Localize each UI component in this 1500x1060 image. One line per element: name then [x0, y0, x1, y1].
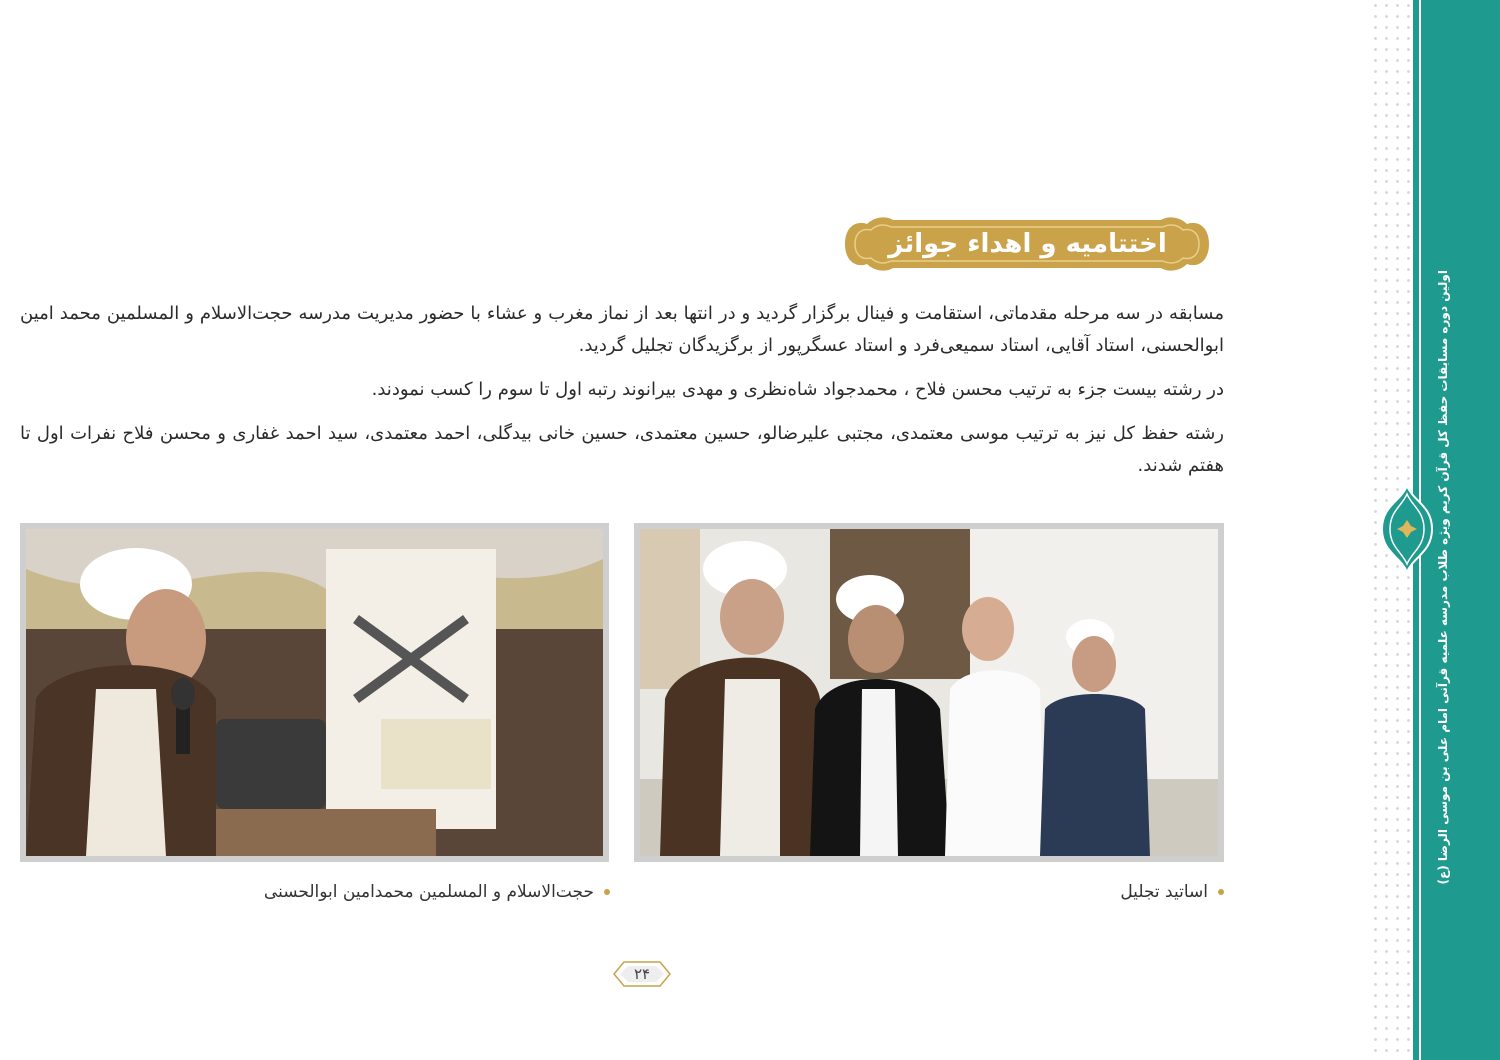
group-photo-icon: [640, 529, 1218, 856]
speaker-photo-icon: [26, 529, 603, 856]
photo-speaker: [20, 523, 609, 862]
photo-teachers: [634, 523, 1224, 862]
page-number: ۲۴: [633, 965, 651, 983]
paragraph-full-quran: رشته حفظ کل نیز به ترتیب موسی معتمدی، مجتبی علیرضالو، حسین معتمدی، حسین خانی بیدگلی، احمد معتمدی، سید احمد غفاری و محسن فلاح نفرات اول تا هفتم شدند.: [20, 423, 1224, 476]
ornament-badge-icon: [1362, 484, 1452, 574]
section-title: اختتامیه و اهداء جوائز: [888, 229, 1167, 259]
body-text: [20, 298, 1224, 494]
paragraph-ceremony: مسابقه در سه مرحله مقدماتی، استقامت و فینال برگزار گردید و در انتها بعد از نماز مغرب و عشاء با حضور مدیریت مدرسه حجت‌الاسلام و المسلمین محمد امین ابوالحسنی، استاد آقایی، استاد سمیعی‌فرد و استاد عسگرپور از برگزیدگان تجلیل گردید.: [20, 303, 1224, 356]
paragraph-twenty-juz: در رشته بیست جزء به ترتیب محسن فلاح ، محمدجواد شاه‌نظری و مهدی بیرانوند رتبه اول تا سوم را کسب نمودند.: [371, 379, 1224, 400]
caption-teachers: اساتید تجلیل: [1120, 882, 1224, 902]
bullet-dot-icon: [604, 889, 610, 895]
bullet-dot-icon: [1218, 889, 1224, 895]
side-band-title: اولین دوره مسابقات حفظ کل قرآن کریم ویژه طلاب مدرسه علمیه قرآنی امام علی بن موسی الرضا (ع): [1436, 270, 1450, 885]
caption-speaker: حجت‌الاسلام و المسلمین محمدامین ابوالحسنی: [264, 882, 610, 902]
